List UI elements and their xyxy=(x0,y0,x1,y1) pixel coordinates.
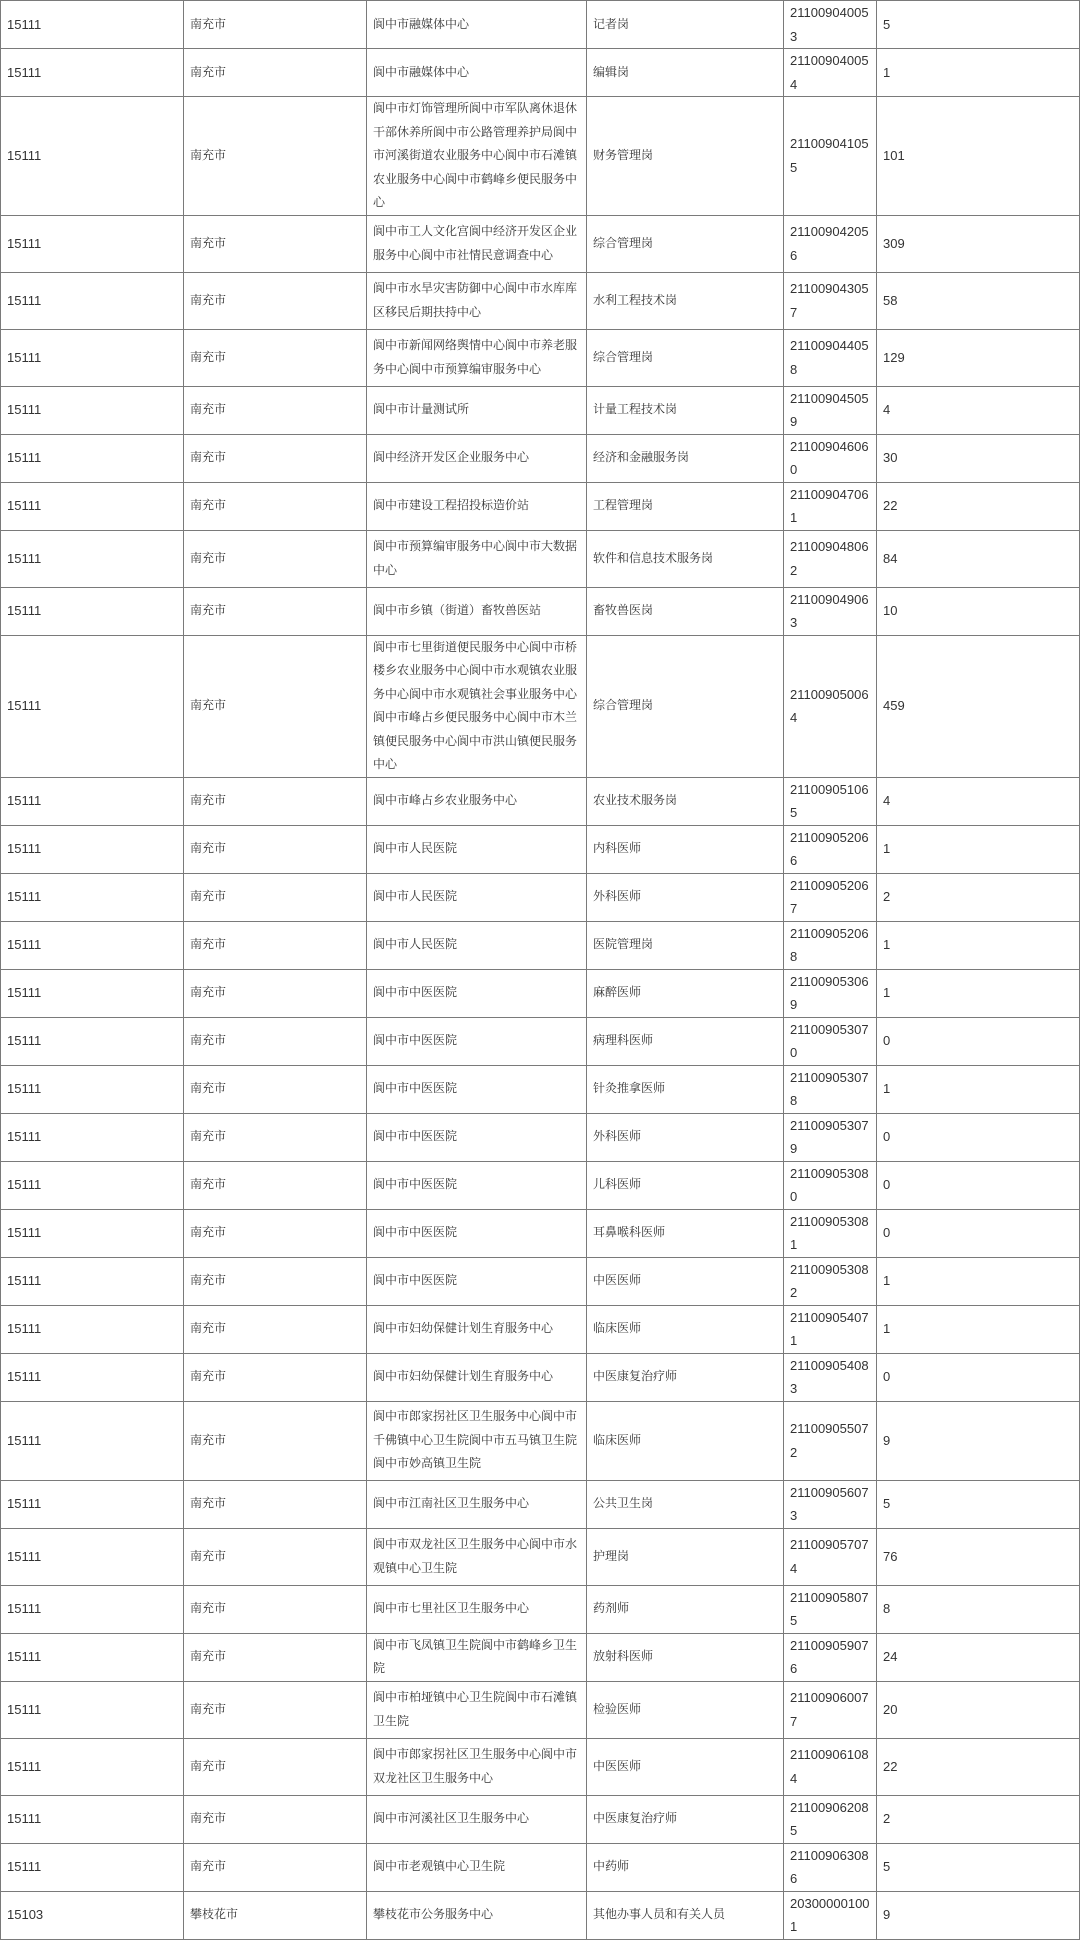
post-name-cell: 水利工程技术岗 xyxy=(587,272,784,329)
post-name-cell: 农业技术服务岗 xyxy=(587,777,784,825)
unit-name-cell: 阆中市融媒体中心 xyxy=(367,1,587,49)
city-cell: 南充市 xyxy=(184,1065,367,1113)
post-name-cell: 临床医师 xyxy=(587,1305,784,1353)
exam-code-cell: 15111 xyxy=(1,587,184,635)
unit-name-cell: 阆中市乡镇（街道）畜牧兽医站 xyxy=(367,587,587,635)
unit-name-cell: 阆中市河溪社区卫生服务中心 xyxy=(367,1795,587,1843)
city-cell: 南充市 xyxy=(184,921,367,969)
exam-code-cell: 15111 xyxy=(1,49,184,97)
exam-code-cell: 15111 xyxy=(1,482,184,530)
post-name-cell: 其他办事人员和有关人员 xyxy=(587,1891,784,1939)
exam-code-cell: 15111 xyxy=(1,97,184,216)
post-name-cell: 综合管理岗 xyxy=(587,635,784,777)
post-code-cell: 211009046060 xyxy=(784,434,877,482)
post-code-cell: 211009053070 xyxy=(784,1017,877,1065)
unit-name-cell: 阆中市中医医院 xyxy=(367,1065,587,1113)
city-cell: 南充市 xyxy=(184,530,367,587)
post-name-cell: 儿科医师 xyxy=(587,1161,784,1209)
table-row xyxy=(1,530,1080,587)
city-cell: 南充市 xyxy=(184,587,367,635)
post-name-cell: 药剂师 xyxy=(587,1585,784,1633)
applicant-count-cell: 0 xyxy=(877,1017,1080,1065)
table-row xyxy=(1,1161,1080,1209)
unit-name-cell: 阆中经济开发区企业服务中心 xyxy=(367,434,587,482)
exam-code-cell: 15111 xyxy=(1,825,184,873)
post-name-cell: 综合管理岗 xyxy=(587,215,784,272)
post-name-cell: 外科医师 xyxy=(587,1113,784,1161)
post-name-cell: 外科医师 xyxy=(587,873,784,921)
post-code-cell: 211009052066 xyxy=(784,825,877,873)
unit-name-cell: 阆中市飞凤镇卫生院阆中市鹤峰乡卫生院 xyxy=(367,1633,587,1681)
applicant-count-cell: 129 xyxy=(877,329,1080,386)
post-name-cell: 内科医师 xyxy=(587,825,784,873)
applicant-count-cell: 20 xyxy=(877,1681,1080,1738)
post-name-cell: 畜牧兽医岗 xyxy=(587,587,784,635)
city-cell: 南充市 xyxy=(184,1738,367,1795)
exam-code-cell: 15111 xyxy=(1,1209,184,1257)
table-row xyxy=(1,1891,1080,1939)
city-cell: 南充市 xyxy=(184,1161,367,1209)
unit-name-cell: 阆中市郎家拐社区卫生服务中心阆中市双龙社区卫生服务中心 xyxy=(367,1738,587,1795)
unit-name-cell: 阆中市柏垭镇中心卫生院阆中市石滩镇卫生院 xyxy=(367,1681,587,1738)
post-code-cell: 211009055072 xyxy=(784,1401,877,1480)
exam-code-cell: 15111 xyxy=(1,1480,184,1528)
table-row xyxy=(1,969,1080,1017)
table-row xyxy=(1,1795,1080,1843)
post-code-cell: 211009053069 xyxy=(784,969,877,1017)
applicant-count-cell: 1 xyxy=(877,49,1080,97)
table-row xyxy=(1,1113,1080,1161)
city-cell: 南充市 xyxy=(184,1585,367,1633)
post-code-cell: 211009049063 xyxy=(784,587,877,635)
table-row xyxy=(1,1,1080,49)
table-row xyxy=(1,1843,1080,1891)
applicant-count-cell: 10 xyxy=(877,587,1080,635)
post-code-cell: 211009052067 xyxy=(784,873,877,921)
applicant-count-cell: 2 xyxy=(877,873,1080,921)
table-row xyxy=(1,1257,1080,1305)
exam-code-cell: 15111 xyxy=(1,1528,184,1585)
unit-name-cell: 阆中市七里社区卫生服务中心 xyxy=(367,1585,587,1633)
applicant-count-cell: 24 xyxy=(877,1633,1080,1681)
exam-code-cell: 15111 xyxy=(1,1585,184,1633)
applicant-count-cell: 76 xyxy=(877,1528,1080,1585)
post-name-cell: 麻醉医师 xyxy=(587,969,784,1017)
exam-code-cell: 15111 xyxy=(1,1257,184,1305)
exam-code-cell: 15111 xyxy=(1,635,184,777)
exam-code-cell: 15111 xyxy=(1,386,184,434)
table-row xyxy=(1,1353,1080,1401)
city-cell: 南充市 xyxy=(184,1528,367,1585)
table-row xyxy=(1,1065,1080,1113)
post-name-cell: 中医康复治疗师 xyxy=(587,1795,784,1843)
exam-code-cell: 15111 xyxy=(1,1843,184,1891)
table-row xyxy=(1,272,1080,329)
city-cell: 南充市 xyxy=(184,777,367,825)
unit-name-cell: 阆中市新闻网络舆情中心阆中市养老服务中心阆中市预算编审服务中心 xyxy=(367,329,587,386)
post-code-cell: 211009053081 xyxy=(784,1209,877,1257)
applicant-count-cell: 0 xyxy=(877,1113,1080,1161)
unit-name-cell: 阆中市中医医院 xyxy=(367,1257,587,1305)
post-code-cell: 203000001001 xyxy=(784,1891,877,1939)
post-code-cell: 211009048062 xyxy=(784,530,877,587)
post-name-cell: 耳鼻喉科医师 xyxy=(587,1209,784,1257)
unit-name-cell: 阆中市融媒体中心 xyxy=(367,49,587,97)
unit-name-cell: 阆中市中医医院 xyxy=(367,1161,587,1209)
post-name-cell: 病理科医师 xyxy=(587,1017,784,1065)
unit-name-cell: 阆中市江南社区卫生服务中心 xyxy=(367,1480,587,1528)
unit-name-cell: 阆中市人民医院 xyxy=(367,921,587,969)
exam-code-cell: 15111 xyxy=(1,1401,184,1480)
city-cell: 南充市 xyxy=(184,1843,367,1891)
unit-name-cell: 阆中市计量测试所 xyxy=(367,386,587,434)
exam-code-cell: 15111 xyxy=(1,1353,184,1401)
unit-name-cell: 阆中市妇幼保健计划生育服务中心 xyxy=(367,1305,587,1353)
applicant-count-cell: 2 xyxy=(877,1795,1080,1843)
unit-name-cell: 阆中市灯饰管理所阆中市军队离休退休干部休养所阆中市公路管理养护局阆中市河溪街道农业服务中心阆中市石滩镇农业服务中心阆中市鹤峰乡便民服务中心 xyxy=(367,97,587,216)
post-code-cell: 211009040053 xyxy=(784,1,877,49)
post-code-cell: 211009057074 xyxy=(784,1528,877,1585)
post-code-cell: 211009059076 xyxy=(784,1633,877,1681)
city-cell: 南充市 xyxy=(184,329,367,386)
unit-name-cell: 阆中市中医医院 xyxy=(367,1017,587,1065)
post-code-cell: 211009063086 xyxy=(784,1843,877,1891)
post-code-cell: 211009043057 xyxy=(784,272,877,329)
table-row xyxy=(1,1209,1080,1257)
city-cell: 南充市 xyxy=(184,482,367,530)
post-code-cell: 211009061084 xyxy=(784,1738,877,1795)
table-row xyxy=(1,1585,1080,1633)
applicant-count-cell: 22 xyxy=(877,1738,1080,1795)
post-name-cell: 财务管理岗 xyxy=(587,97,784,216)
exam-code-cell: 15111 xyxy=(1,921,184,969)
exam-code-cell: 15111 xyxy=(1,969,184,1017)
exam-code-cell: 15111 xyxy=(1,530,184,587)
city-cell: 南充市 xyxy=(184,272,367,329)
applicant-count-cell: 1 xyxy=(877,969,1080,1017)
table-row xyxy=(1,482,1080,530)
city-cell: 南充市 xyxy=(184,1633,367,1681)
applicant-count-cell: 1 xyxy=(877,1257,1080,1305)
post-code-cell: 211009041055 xyxy=(784,97,877,216)
exam-code-cell: 15111 xyxy=(1,1795,184,1843)
unit-name-cell: 攀枝花市公务服务中心 xyxy=(367,1891,587,1939)
post-code-cell: 211009053080 xyxy=(784,1161,877,1209)
applicant-count-cell: 1 xyxy=(877,1305,1080,1353)
applicant-count-cell: 9 xyxy=(877,1401,1080,1480)
table-row xyxy=(1,921,1080,969)
table-row xyxy=(1,825,1080,873)
table-row xyxy=(1,329,1080,386)
city-cell: 南充市 xyxy=(184,49,367,97)
applicant-count-cell: 0 xyxy=(877,1161,1080,1209)
post-name-cell: 医院管理岗 xyxy=(587,921,784,969)
applicant-count-cell: 0 xyxy=(877,1209,1080,1257)
unit-name-cell: 阆中市中医医院 xyxy=(367,1209,587,1257)
city-cell: 南充市 xyxy=(184,1305,367,1353)
city-cell: 攀枝花市 xyxy=(184,1891,367,1939)
city-cell: 南充市 xyxy=(184,1113,367,1161)
city-cell: 南充市 xyxy=(184,873,367,921)
post-name-cell: 编辑岗 xyxy=(587,49,784,97)
applicant-count-cell: 22 xyxy=(877,482,1080,530)
applicant-count-cell: 5 xyxy=(877,1,1080,49)
applicant-count-cell: 309 xyxy=(877,215,1080,272)
post-name-cell: 中药师 xyxy=(587,1843,784,1891)
city-cell: 南充市 xyxy=(184,1401,367,1480)
exam-code-cell: 15111 xyxy=(1,1681,184,1738)
post-name-cell: 中医医师 xyxy=(587,1738,784,1795)
exam-code-cell: 15111 xyxy=(1,1305,184,1353)
post-name-cell: 护理岗 xyxy=(587,1528,784,1585)
city-cell: 南充市 xyxy=(184,1,367,49)
table-row xyxy=(1,1480,1080,1528)
unit-name-cell: 阆中市工人文化宫阆中经济开发区企业服务中心阆中市社情民意调查中心 xyxy=(367,215,587,272)
post-name-cell: 公共卫生岗 xyxy=(587,1480,784,1528)
post-code-cell: 211009044058 xyxy=(784,329,877,386)
city-cell: 南充市 xyxy=(184,1017,367,1065)
post-name-cell: 计量工程技术岗 xyxy=(587,386,784,434)
exam-code-cell: 15111 xyxy=(1,272,184,329)
city-cell: 南充市 xyxy=(184,1681,367,1738)
post-name-cell: 工程管理岗 xyxy=(587,482,784,530)
exam-code-cell: 15103 xyxy=(1,1891,184,1939)
table-row xyxy=(1,777,1080,825)
table-row xyxy=(1,1305,1080,1353)
unit-name-cell: 阆中市人民医院 xyxy=(367,873,587,921)
city-cell: 南充市 xyxy=(184,1257,367,1305)
unit-name-cell: 阆中市建设工程招投标造价站 xyxy=(367,482,587,530)
post-code-cell: 211009062085 xyxy=(784,1795,877,1843)
post-code-cell: 211009053079 xyxy=(784,1113,877,1161)
post-name-cell: 经济和金融服务岗 xyxy=(587,434,784,482)
applicant-count-cell: 1 xyxy=(877,1065,1080,1113)
applicant-count-cell: 84 xyxy=(877,530,1080,587)
post-name-cell: 综合管理岗 xyxy=(587,329,784,386)
exam-code-cell: 15111 xyxy=(1,329,184,386)
applicant-count-cell: 9 xyxy=(877,1891,1080,1939)
city-cell: 南充市 xyxy=(184,434,367,482)
exam-code-cell: 15111 xyxy=(1,1,184,49)
applicant-count-cell: 58 xyxy=(877,272,1080,329)
exam-code-cell: 15111 xyxy=(1,873,184,921)
unit-name-cell: 阆中市七里街道便民服务中心阆中市桥楼乡农业服务中心阆中市水观镇农业服务中心阆中市水观镇社会事业服务中心阆中市峰占乡便民服务中心阆中市木兰镇便民服务中心阆中市洪山镇便民服务中心 xyxy=(367,635,587,777)
table-row xyxy=(1,587,1080,635)
applicant-count-cell: 4 xyxy=(877,386,1080,434)
city-cell: 南充市 xyxy=(184,969,367,1017)
post-code-cell: 211009053082 xyxy=(784,1257,877,1305)
table-row xyxy=(1,434,1080,482)
city-cell: 南充市 xyxy=(184,1209,367,1257)
post-name-cell: 针灸推拿医师 xyxy=(587,1065,784,1113)
table-body xyxy=(1,1,1080,1940)
post-name-cell: 中医医师 xyxy=(587,1257,784,1305)
city-cell: 南充市 xyxy=(184,97,367,216)
unit-name-cell: 阆中市老观镇中心卫生院 xyxy=(367,1843,587,1891)
city-cell: 南充市 xyxy=(184,635,367,777)
exam-code-cell: 15111 xyxy=(1,434,184,482)
unit-name-cell: 阆中市峰占乡农业服务中心 xyxy=(367,777,587,825)
exam-code-cell: 15111 xyxy=(1,777,184,825)
city-cell: 南充市 xyxy=(184,215,367,272)
post-name-cell: 放射科医师 xyxy=(587,1633,784,1681)
table-row xyxy=(1,49,1080,97)
unit-name-cell: 阆中市中医医院 xyxy=(367,969,587,1017)
applicant-count-cell: 8 xyxy=(877,1585,1080,1633)
post-code-cell: 211009056073 xyxy=(784,1480,877,1528)
applicant-count-cell: 4 xyxy=(877,777,1080,825)
post-code-cell: 211009060077 xyxy=(784,1681,877,1738)
table-row xyxy=(1,386,1080,434)
table-row xyxy=(1,1017,1080,1065)
table-row xyxy=(1,1633,1080,1681)
table-row xyxy=(1,635,1080,777)
applicant-count-cell: 101 xyxy=(877,97,1080,216)
table-row xyxy=(1,1738,1080,1795)
unit-name-cell: 阆中市妇幼保健计划生育服务中心 xyxy=(367,1353,587,1401)
exam-code-cell: 15111 xyxy=(1,215,184,272)
exam-code-cell: 15111 xyxy=(1,1113,184,1161)
post-code-cell: 211009052068 xyxy=(784,921,877,969)
unit-name-cell: 阆中市水旱灾害防御中心阆中市水库库区移民后期扶持中心 xyxy=(367,272,587,329)
applicant-count-cell: 5 xyxy=(877,1843,1080,1891)
exam-code-cell: 15111 xyxy=(1,1161,184,1209)
applicant-count-cell: 30 xyxy=(877,434,1080,482)
unit-name-cell: 阆中市中医医院 xyxy=(367,1113,587,1161)
exam-code-cell: 15111 xyxy=(1,1065,184,1113)
post-code-cell: 211009042056 xyxy=(784,215,877,272)
city-cell: 南充市 xyxy=(184,1353,367,1401)
applicant-count-cell: 5 xyxy=(877,1480,1080,1528)
unit-name-cell: 阆中市人民医院 xyxy=(367,825,587,873)
applicant-count-cell: 1 xyxy=(877,921,1080,969)
post-code-cell: 211009054083 xyxy=(784,1353,877,1401)
table-row xyxy=(1,1681,1080,1738)
table-row xyxy=(1,97,1080,216)
unit-name-cell: 阆中市双龙社区卫生服务中心阆中市水观镇中心卫生院 xyxy=(367,1528,587,1585)
post-code-cell: 211009047061 xyxy=(784,482,877,530)
exam-code-cell: 15111 xyxy=(1,1633,184,1681)
post-name-cell: 记者岗 xyxy=(587,1,784,49)
post-name-cell: 软件和信息技术服务岗 xyxy=(587,530,784,587)
city-cell: 南充市 xyxy=(184,1795,367,1843)
unit-name-cell: 阆中市郎家拐社区卫生服务中心阆中市千佛镇中心卫生院阆中市五马镇卫生院阆中市妙高镇卫生院 xyxy=(367,1401,587,1480)
applicant-count-cell: 0 xyxy=(877,1353,1080,1401)
post-code-cell: 211009051065 xyxy=(784,777,877,825)
unit-name-cell: 阆中市预算编审服务中心阆中市大数据中心 xyxy=(367,530,587,587)
table-row xyxy=(1,1528,1080,1585)
city-cell: 南充市 xyxy=(184,825,367,873)
table-row xyxy=(1,1401,1080,1480)
post-code-cell: 211009054071 xyxy=(784,1305,877,1353)
post-name-cell: 检验医师 xyxy=(587,1681,784,1738)
post-code-cell: 211009058075 xyxy=(784,1585,877,1633)
post-name-cell: 临床医师 xyxy=(587,1401,784,1480)
post-name-cell: 中医康复治疗师 xyxy=(587,1353,784,1401)
exam-code-cell: 15111 xyxy=(1,1738,184,1795)
post-code-cell: 211009040054 xyxy=(784,49,877,97)
table-row xyxy=(1,215,1080,272)
exam-code-cell: 15111 xyxy=(1,1017,184,1065)
post-code-cell: 211009045059 xyxy=(784,386,877,434)
post-code-cell: 211009053078 xyxy=(784,1065,877,1113)
post-code-cell: 211009050064 xyxy=(784,635,877,777)
city-cell: 南充市 xyxy=(184,1480,367,1528)
applicant-count-cell: 1 xyxy=(877,825,1080,873)
applicant-count-cell: 459 xyxy=(877,635,1080,777)
city-cell: 南充市 xyxy=(184,386,367,434)
table-row xyxy=(1,873,1080,921)
